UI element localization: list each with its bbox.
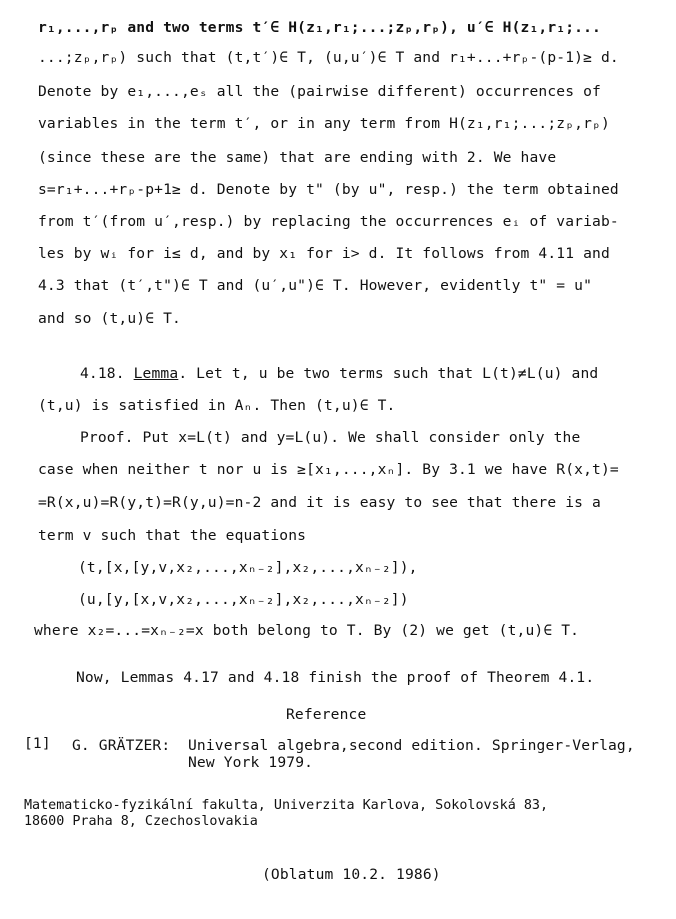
text-line: case when neither t nor u is ≥[x₁,...,xₙ]. By 3.1 we have R(x,t)= bbox=[38, 461, 619, 478]
equation-line: (u,[y,[x,v,x₂,...,xₙ₋₂],x₂,...,xₙ₋₂]) bbox=[78, 591, 409, 608]
address-line: Matematicko-fyzikální fakulta, Univerzita Karlova, Sokolovská 83, bbox=[24, 798, 549, 813]
lemma-statement bbox=[80, 364, 598, 384]
text-line: variables in the term t′, or in any term from H(z₁,r₁;...;zₚ,rₚ) bbox=[38, 115, 610, 132]
reference-publisher: New York 1979. bbox=[188, 754, 314, 771]
reference-number: [1] bbox=[24, 735, 51, 752]
lemma-word: Lemma bbox=[133, 365, 179, 382]
reference-author: G. GRÄTZER: bbox=[72, 737, 171, 754]
text-line: 4.3 that (t′,t")∈ T and (u′,u")∈ T. However, evidently t" = u" bbox=[38, 277, 593, 294]
text-line: term v such that the equations bbox=[38, 527, 307, 544]
text-line: =R(x,u)=R(y,t)=R(y,u)=n-2 and it is easy to see that there is a bbox=[38, 494, 601, 511]
text-line: s=r₁+...+rₚ-p+1≥ d. Denote by t" (by u", resp.) the term obtained bbox=[38, 181, 619, 198]
text-line: (since these are the same) that are ending with 2. We have bbox=[38, 149, 557, 166]
text-line: r₁,...,rₚ and two terms t′∈ H(z₁,r₁;...;zₚ,rₚ), u′∈ H(z₁,r₁;... bbox=[38, 19, 601, 36]
closing-sentence: Now, Lemmas 4.17 and 4.18 finish the proof of Theorem 4.1. bbox=[76, 669, 595, 686]
reference-heading: Reference bbox=[286, 706, 367, 723]
address-line: 18600 Praha 8, Czechoslovakia bbox=[24, 814, 258, 829]
lemma-number: 4.18. bbox=[80, 365, 125, 382]
text-line: from t′(from u′,resp.) by replacing the occurrences eᵢ of variab- bbox=[38, 213, 619, 230]
text-line: Denote by e₁,...,eₛ all the (pairwise different) occurrences of bbox=[38, 83, 601, 100]
oblatum-date: (Oblatum 10.2. 1986) bbox=[262, 866, 441, 883]
text-line: and so (t,u)∈ T. bbox=[38, 310, 181, 327]
text-line: (t,u) is satisfied in Aₙ. Then (t,u)∈ T. bbox=[38, 397, 396, 414]
text-line: ...;zₚ,rₚ) such that (t,t′)∈ T, (u,u′)∈ T and r₁+...+rₚ-(p-1)≥ d. bbox=[38, 49, 619, 66]
text-line: les by wᵢ for i≤ d, and by x₁ for i> d. It follows from 4.11 and bbox=[38, 245, 610, 262]
text-line: where x₂=...=xₙ₋₂=x both belong to T. By (2) we get (t,u)∈ T. bbox=[34, 622, 580, 639]
reference-title: Universal algebra,second edition. Springer-Verlag, bbox=[188, 737, 635, 754]
lemma-text: . Let t, u be two terms such that L(t)≠L(u) and bbox=[178, 365, 599, 382]
text-line: Proof. Put x=L(t) and y=L(u). We shall consider only the bbox=[80, 429, 581, 446]
equation-line: (t,[x,[y,v,x₂,...,xₙ₋₂],x₂,...,xₙ₋₂]), bbox=[78, 559, 418, 576]
